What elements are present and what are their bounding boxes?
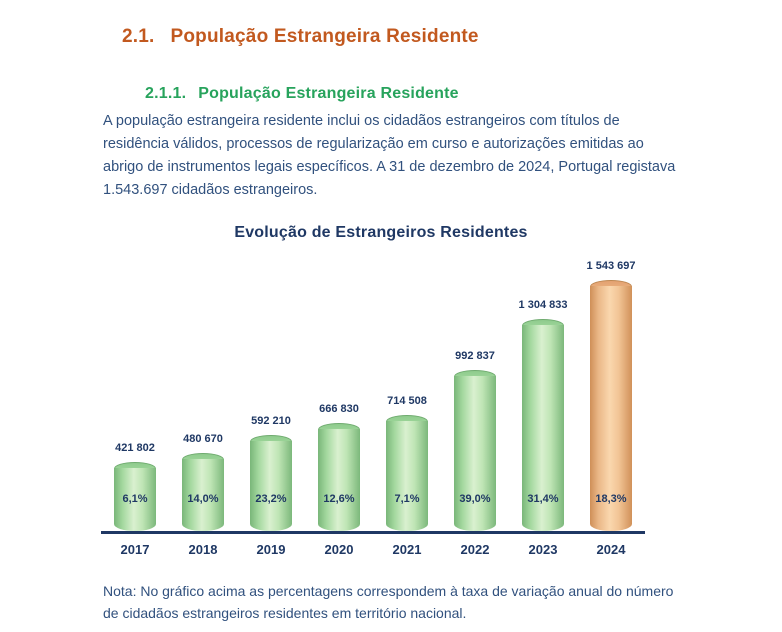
bar-cylinder [454,370,496,531]
bar-value-label: 714 508 [387,395,427,407]
bar-column [509,260,577,557]
bar-pct-label: 7,1% [394,493,420,505]
bar-year-label: 2020 [324,542,354,557]
section-heading-text: População Estrangeira Residente [170,26,479,47]
bar-value-label: 421 802 [115,442,155,454]
subsection-heading [145,85,459,103]
bar-cylinder [182,453,224,531]
plot-area [101,260,645,557]
bar-value-label: 480 670 [183,433,223,445]
bar-cylinder-body [386,421,428,531]
bar-pct-label: 6,1% [122,493,148,505]
section-heading-number: 2.1. [122,26,155,47]
bar-column [101,260,169,557]
bar-cylinder-body [250,441,292,531]
bar-year-label: 2023 [528,542,558,557]
bar-year-label: 2022 [460,542,490,557]
bar-year-label: 2019 [256,542,286,557]
subsection-heading-text: População Estrangeira Residente [198,85,459,102]
bar-pct-label: 12,6% [323,493,355,505]
bar-pct-label: 23,2% [255,493,287,505]
bar-year-label: 2021 [392,542,422,557]
bar-year-label: 2024 [596,542,626,557]
bar-pct-label: 14,0% [187,493,219,505]
bar-pct-label: 31,4% [527,493,559,505]
bar-column [577,260,645,557]
bar-value-label: 666 830 [319,403,359,415]
bar-pct-label: 39,0% [459,493,491,505]
bar-column [373,260,441,557]
bar-cylinder [318,423,360,531]
bar-value-label: 992 837 [455,350,495,362]
chart-note: Nota: No gráfico acima as percentagens correspondem à taxa de variação anual do número de cidadãos estrangeiros residentes em território nacional. [103,583,674,621]
bar-column [169,260,237,557]
bar-value-label: 1 543 697 [586,260,636,272]
chart-title: Evolução de Estrangeiros Residentes [234,224,528,241]
subsection-heading-number: 2.1.1. [145,85,187,102]
bar-column [237,260,305,557]
bar-value-label: 1 304 833 [518,299,568,311]
bar-value-label: 592 210 [251,415,291,427]
bar-pct-label: 18,3% [595,493,627,505]
bar-cylinder-body [318,429,360,531]
bar-cylinder [386,415,428,531]
section-heading [122,26,479,48]
bar-cylinder-body [454,376,496,531]
bar-year-label: 2018 [188,542,218,557]
bar-year-label: 2017 [120,542,150,557]
intro-paragraph: A população estrangeira residente inclui os cidadãos estrangeiros com títulos de residência válidos, processos de regularização em curso e autorizações emitidas ao abrigo de instrumentos legais específicos. A 31 de dezembro de 2024, Portugal registava 1.543.697 cidadãos estrangeiros. [103,113,676,198]
bar-cylinder [250,435,292,531]
